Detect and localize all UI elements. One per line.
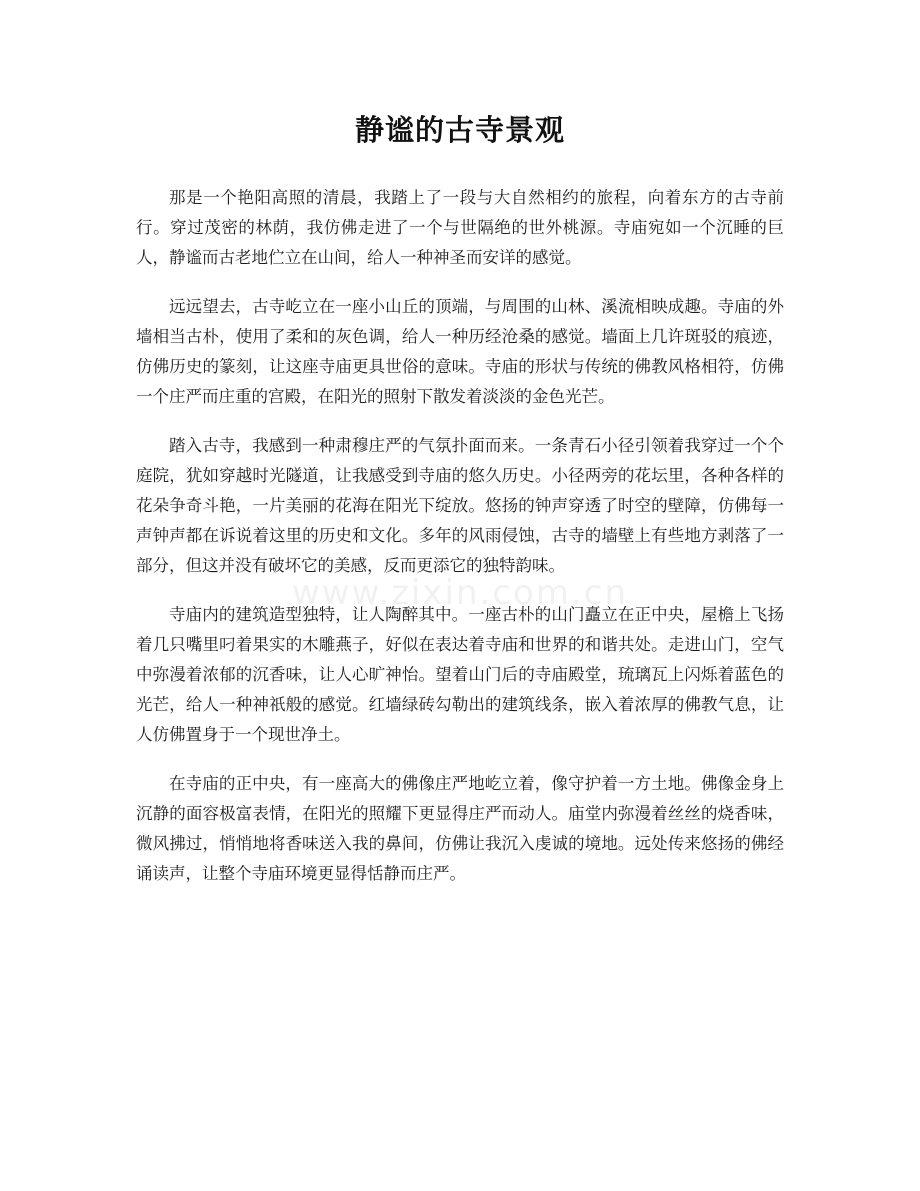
paragraph-3: 踏入古寺，我感到一种肃穆庄严的气氛扑面而来。一条青石小径引领着我穿过一个个庭院，犹如穿越时光隧道，让我感受到寺庙的悠久历史。小径两旁的花坛里，各种各样的花朵争奇斗艳，一片美丽的花海在阳光下绽放。悠扬的钟声穿透了时空的壁障，仿佛每一声钟声都在诉说着这里的历史和文化。多年的风雨侵蚀，古寺的墙壁上有些地方剥落了一部分，但这并没有破坏它的美感，反而更添它的独特韵味。 (136, 436, 784, 575)
document-title: 静谧的古寺景观 (354, 113, 565, 147)
document-body (136, 183, 784, 908)
watermark: www.zixin.com.cn (292, 573, 628, 613)
paragraph-1: 那是一个艳阳高照的清晨，我踏上了一段与大自然相约的旅程，向着东方的古寺前行。穿过茂密的林荫，我仿佛走进了一个与世隔绝的世外桃源。寺庙宛如一个沉睡的巨人，静谧而古老地伫立在山间，给人一种神圣而安详的感觉。 (136, 188, 784, 267)
paragraph-4: 寺庙内的建筑造型独特，让人陶醉其中。一座古朴的山门矗立在正中央，屋檐上飞扬着几只嘴里叼着果实的木雕燕子，好似在表达着寺庙和世界的和谐共处。走进山门，空气中弥漫着浓郁的沉香味，让人心旷神怡。望着山门后的寺庙殿堂，琉璃瓦上闪烁着蓝色的光芒，给人一种神祇般的感觉。红墙绿砖勾勒出的建筑线条，嵌入着浓厚的佛教气息，让人仿佛置身于一个现世净土。 (136, 605, 784, 744)
paragraph-2: 远远望去，古寺屹立在一座小山丘的顶端，与周围的山林、溪流相映成趣。寺庙的外墙相当古朴，使用了柔和的灰色调，给人一种历经沧桑的感觉。墙面上几许斑驳的痕迹，仿佛历史的篆刻，让这座寺庙更具世俗的意味。寺庙的形状与传统的佛教风格相符，仿佛一个庄严而庄重的宫殿，在阳光的照射下散发着淡淡的金色光芒。 (136, 297, 784, 406)
paragraph-5: 在寺庙的正中央，有一座高大的佛像庄严地屹立着，像守护着一方土地。佛像金身上沉静的面容极富表情，在阳光的照耀下更显得庄严而动人。庙堂内弥漫着丝丝的烧香味，微风拂过，悄悄地将香味送入我的鼻间，仿佛让我沉入虔诚的境地。远处传来悠扬的佛经诵读声，让整个寺庙环境更显得恬静而庄严。 (136, 774, 784, 883)
